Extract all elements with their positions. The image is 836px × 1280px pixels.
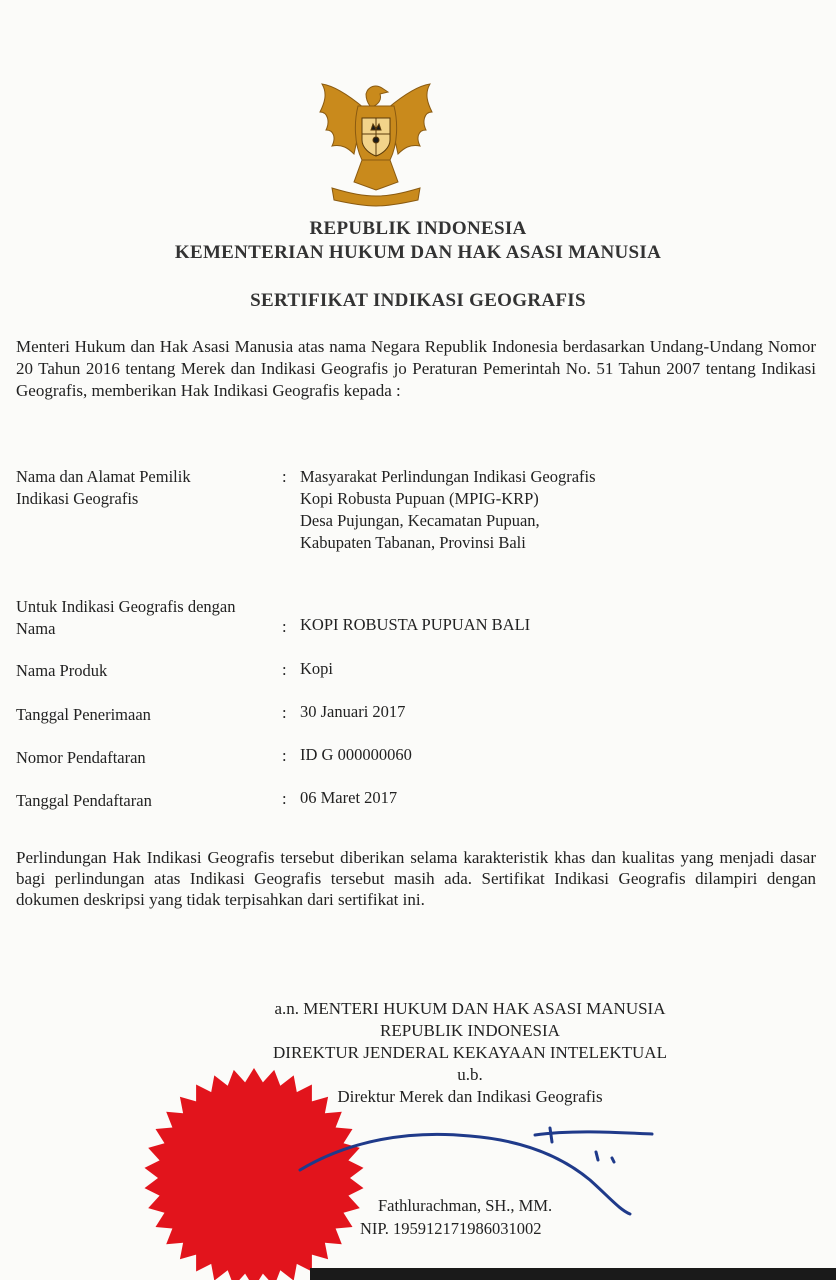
signatory-line-4: u.b. xyxy=(457,1065,483,1084)
header-ministry: KEMENTERIAN HUKUM DAN HAK ASASI MANUSIA xyxy=(174,242,662,263)
owner-colon: : xyxy=(282,467,287,486)
owner-label: Nama dan Alamat Pemilik Indikasi Geografis xyxy=(16,467,191,508)
received-date-label: Tanggal Penerimaan xyxy=(16,705,151,724)
bottom-border-strip xyxy=(310,1268,836,1280)
received-date-value: 30 Januari 2017 xyxy=(300,702,406,721)
signatory-line-3: DIREKTUR JENDERAL KEKAYAAN INTELEKTUAL xyxy=(273,1043,667,1062)
received-date-colon: : xyxy=(282,703,287,722)
registration-date-label: Tanggal Pendaftaran xyxy=(16,791,152,810)
registration-number-label: Nomor Pendaftaran xyxy=(16,748,146,767)
registration-date-value: 06 Maret 2017 xyxy=(300,788,398,807)
product-label: Nama Produk xyxy=(16,661,108,680)
signatory-nip: NIP. 195912171986031002 xyxy=(360,1219,542,1238)
garuda-emblem-icon xyxy=(312,78,440,210)
registration-date-colon: : xyxy=(282,789,287,808)
registration-number-colon: : xyxy=(282,746,287,765)
signatory-name: Fathlurachman, SH., MM. xyxy=(378,1196,553,1215)
registration-number-value: ID G 000000060 xyxy=(300,745,412,764)
product-value: Kopi xyxy=(300,659,333,678)
intro-paragraph: Menteri Hukum dan Hak Asasi Manusia atas nama Negara Republik Indonesia berdasarkan Undang-Undang Nomor 20 Tahun 2016 tentang Merek dan Indikasi Geografis jo Peraturan Pemerintah No. 51 Tahun 2007 tentang Indikasi Geografis, memberikan Hak Indikasi Geografis kepada : xyxy=(16,337,816,400)
signatory-line-5: Direktur Merek dan Indikasi Geografis xyxy=(337,1087,603,1106)
closing-paragraph: Perlindungan Hak Indikasi Geografis tersebut diberikan selama karakteristik khas dan kualitas yang menjadi dasar bagi perlindungan atas Indikasi Geografis tersebut masih ada. Sertifikat Indikasi Geografis dilampiri dengan dokumen deskripsi yang tidak terpisahkan dari sertifikat ini. xyxy=(16,848,816,909)
signatory-line-1: a.n. MENTERI HUKUM DAN HAK ASASI MANUSIA xyxy=(274,999,666,1018)
certificate-title: SERTIFIKAT INDIKASI GEOGRAFIS xyxy=(250,290,586,311)
owner-value: Masyarakat Perlindungan Indikasi Geografis Kopi Robusta Pupuan (MPIG-KRP) Desa Pujungan, Kecamatan Pupuan, Kabupaten Tabanan, Provinsi Bali xyxy=(300,467,596,552)
gi-name-colon: : xyxy=(282,617,287,636)
header-republic: REPUBLIK INDONESIA xyxy=(309,218,527,239)
signatory-line-2: REPUBLIK INDONESIA xyxy=(380,1021,560,1040)
gi-name-label: Untuk Indikasi Geografis dengan Nama xyxy=(16,597,236,638)
gi-name-value: KOPI ROBUSTA PUPUAN BALI xyxy=(300,615,531,634)
product-colon: : xyxy=(282,660,287,679)
